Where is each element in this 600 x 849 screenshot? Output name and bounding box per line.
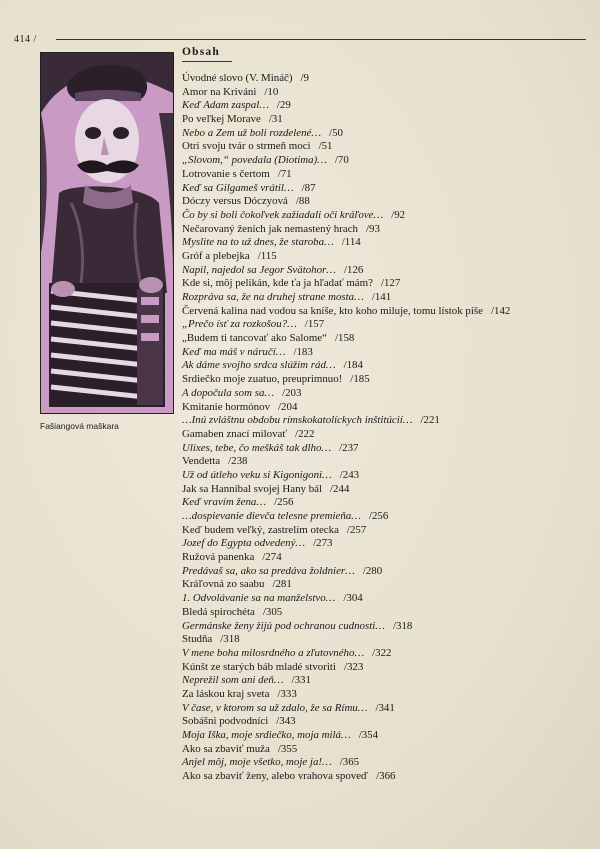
toc-entry-title: Červená kalina nad vodou sa kníše, kto koho miluje, tomu lístok píše — [182, 304, 483, 317]
toc-entry-page: /88 — [295, 195, 310, 208]
toc-entry-page: /318 — [392, 619, 413, 632]
section-title-underline — [182, 61, 232, 62]
toc-entry-page: /203 — [282, 386, 302, 399]
toc-entry-page: /142 — [490, 304, 511, 317]
toc-entry-page: /204 — [278, 400, 298, 413]
toc-entry-title: …dospievanie dievča telesne premieňa… — [182, 510, 361, 522]
toc-entry-page: /341 — [375, 701, 395, 714]
toc-entry-page: /366 — [376, 770, 396, 783]
toc-entry-title: „Budem ti tancovať ako Salome“ — [182, 332, 327, 345]
toc-entry-title: Lotrovanie s čertom — [182, 167, 270, 180]
toc-entry-page: /343 — [276, 715, 296, 728]
carnival-mask-photo — [40, 52, 174, 414]
toc-entry-page: /273 — [313, 537, 333, 550]
toc-entry-title: Čo by si boli čokoľvek zažiadali oči kráľove… — [182, 208, 384, 221]
toc-entry-title: 1. Odvolávanie sa na manželstvo… — [182, 592, 336, 605]
toc-entry-page: /185 — [350, 373, 370, 386]
toc-entry-title: …Inú zvláštnu obdobu rímskokatolíckych inštitúcií… — [182, 414, 413, 427]
toc-entry — [182, 565, 592, 579]
toc-entry — [182, 633, 592, 647]
toc-entry-page: /71 — [277, 167, 292, 180]
toc-entry-page: /256 — [368, 510, 389, 522]
toc-entry-title: Jozef do Egypta odvedený… — [182, 537, 306, 550]
toc-entry-page: /127 — [380, 277, 401, 290]
toc-entry — [182, 373, 592, 387]
toc-entry-page: /9 — [300, 72, 309, 84]
toc-entry-title: Ak dáme svojho srdca slúžim rád… — [182, 359, 336, 372]
toc-entry-page: /114 — [341, 236, 361, 249]
toc-entry-page: /355 — [277, 742, 298, 755]
toc-entry-title: Po veľkej Morave — [182, 113, 261, 126]
toc-entry-title: Otri svoju tvár o strmeň moci — [182, 140, 311, 153]
toc-entry-page: /243 — [339, 468, 360, 481]
toc-entry-title: Srdiečko moje zuatuo, preuprimnuo! — [182, 373, 343, 386]
toc-entry-page: /183 — [293, 345, 313, 358]
toc-entry — [182, 729, 592, 743]
toc-entry — [182, 168, 592, 182]
toc-entry-page: /305 — [262, 605, 283, 618]
toc-entry — [182, 455, 592, 469]
toc-entry-page: /184 — [343, 359, 363, 372]
toc-entry-page: /87 — [301, 181, 316, 194]
toc-entry-page: /93 — [365, 222, 380, 235]
toc-entry — [182, 250, 592, 264]
toc-entry-page: /92 — [391, 208, 406, 221]
toc-entry-title: Napil, najedol sa Jegor Svätohor… — [182, 263, 336, 276]
toc-entry — [182, 442, 592, 456]
toc-entry — [182, 291, 592, 305]
toc-entry — [182, 182, 592, 196]
mask-illustration — [41, 53, 173, 413]
toc-entry-title: Dóczy versus Dóczyová — [182, 195, 288, 208]
toc-entry — [182, 496, 592, 510]
toc-entry — [182, 86, 592, 100]
toc-entry-page: /322 — [372, 646, 392, 659]
toc-entry-title: Už od útleho veku si Kigonigoni… — [182, 468, 332, 481]
toc-entry — [182, 401, 592, 415]
toc-entry — [182, 99, 592, 113]
toc-entry — [182, 195, 592, 209]
toc-entry-title: Gróf a plebejka — [182, 249, 250, 262]
toc-entry-page: /141 — [371, 291, 392, 303]
toc-entry-title: Predávaš sa, ako sa predáva žoldnier… — [182, 564, 355, 577]
toc-entry-page: /318 — [220, 633, 240, 646]
toc-entry-title: Studňa — [182, 633, 213, 646]
toc-entry-title: Nebo a Zem už boli rozdelené… — [182, 126, 322, 139]
header-rule — [56, 39, 586, 40]
toc-entry — [182, 428, 592, 442]
toc-entry-page: /238 — [228, 455, 248, 468]
toc-entry-page: /280 — [362, 564, 383, 577]
section-title: Obsah — [182, 46, 220, 58]
toc-entry-title: Keď budem veľký, zastrelím otecka — [182, 523, 339, 536]
toc-entry-page: /237 — [339, 441, 359, 454]
toc-entry — [182, 756, 592, 770]
toc-entry-page: /323 — [343, 660, 364, 673]
toc-entry — [182, 223, 592, 237]
toc-entry-page: /158 — [334, 332, 355, 345]
toc-entry-page: /50 — [329, 126, 343, 139]
toc-entry-title: Za láskou kraj sveta — [182, 687, 270, 700]
toc-entry — [182, 264, 592, 278]
toc-entry-title: Ako sa zbaviť muža — [182, 742, 270, 755]
toc-entry-page: /281 — [272, 578, 292, 591]
toc-entry — [182, 387, 592, 401]
toc-entry-page: /221 — [420, 414, 440, 427]
toc-entry-title: Rozpráva sa, že na druhej strane mosta… — [182, 291, 364, 303]
toc-entry-title: Gamaben znací milovať — [182, 427, 288, 440]
toc-entry — [182, 647, 592, 661]
toc-entry — [182, 305, 592, 319]
toc-entry — [182, 606, 592, 620]
toc-entry — [182, 510, 592, 524]
toc-entry-page: /354 — [358, 729, 379, 741]
toc-entry-page: /257 — [346, 523, 367, 536]
toc-entry-title: Amor na Kriváni — [182, 85, 257, 98]
toc-entry-title: Anjel môj, moje všetko, moje ja!… — [182, 756, 332, 769]
toc-entry-title: „Prečo ísť za rozkošou?… — [182, 318, 297, 331]
toc-entry — [182, 715, 592, 729]
toc-entry-title: Myslite na to už dnes, že staroba… — [182, 236, 334, 249]
toc-entry — [182, 236, 592, 250]
toc-entry — [182, 674, 592, 688]
toc-entry-page: /304 — [343, 592, 363, 605]
toc-entry-page: /333 — [277, 687, 297, 700]
toc-entry — [182, 113, 592, 127]
table-of-contents — [182, 72, 592, 784]
toc-entry — [182, 770, 592, 784]
toc-entry — [182, 414, 592, 428]
toc-entry — [182, 537, 592, 551]
toc-entry-title: „Slovom,“ povedala (Diotima)… — [182, 154, 327, 167]
toc-entry-page: /115 — [257, 249, 277, 262]
toc-entry-title: Kráľovná zo saabu — [182, 578, 265, 591]
toc-entry-page: /10 — [264, 85, 279, 98]
toc-entry — [182, 154, 592, 168]
toc-entry-title: Ulixes, tebe, čo meškáš tak dlho… — [182, 441, 332, 454]
toc-entry-title: Kmitanie hormónov — [182, 400, 271, 413]
toc-entry-title: Keď Adam zaspal… — [182, 99, 269, 112]
toc-entry-title: Germánske ženy žijú pod ochranou cudnosti… — [182, 619, 385, 632]
toc-entry — [182, 469, 592, 483]
toc-entry — [182, 209, 592, 223]
toc-entry-page: /157 — [304, 318, 325, 331]
toc-entry-page: /222 — [295, 427, 315, 440]
toc-entry — [182, 346, 592, 360]
toc-entry — [182, 661, 592, 675]
toc-entry — [182, 688, 592, 702]
toc-entry-title: V čase, v ktorom sa už zdalo, že sa Rímu… — [182, 701, 368, 714]
toc-entry-page: /51 — [318, 140, 333, 153]
toc-entry — [182, 277, 592, 291]
toc-entry — [182, 127, 592, 141]
toc-entry — [182, 620, 592, 634]
toc-entry — [182, 551, 592, 565]
toc-entry-title: Keď ma máš v náručí… — [182, 345, 286, 358]
toc-entry-title: Ako sa zbaviť ženy, alebo vrahova spoveď — [182, 770, 369, 783]
toc-entry-page: /70 — [334, 154, 349, 167]
toc-entry — [182, 592, 592, 606]
toc-entry-page: /31 — [268, 113, 283, 126]
toc-entry-title: Kde si, môj pelikán, kde ťa ja hľadať mám? — [182, 277, 373, 290]
toc-entry-page: /331 — [291, 674, 311, 687]
toc-entry — [182, 359, 592, 373]
toc-entry — [182, 702, 592, 716]
toc-entry-page: /29 — [276, 99, 291, 112]
toc-entry-title: Sobášni podvodníci — [182, 715, 269, 728]
toc-entry-title: Jak sa Hannibal svojej Hany bál — [182, 482, 323, 495]
toc-entry-title: A dopočula som sa… — [182, 386, 275, 399]
toc-entry-page: /244 — [330, 482, 350, 495]
toc-entry-title: Keď sa Gilgameš vrátil… — [182, 181, 294, 194]
toc-entry-title: Keď vravím žena… — [182, 496, 267, 509]
toc-entry — [182, 140, 592, 154]
toc-entry-page: /274 — [262, 551, 282, 564]
toc-entry-title: V mene boha milosrdného a zľutovného… — [182, 646, 365, 659]
toc-entry-title: Úvodné slovo (V. Mináč) — [182, 72, 293, 84]
toc-entry-page: /365 — [339, 756, 360, 769]
toc-entry-page: /256 — [274, 496, 294, 509]
toc-entry — [182, 578, 592, 592]
toc-entry-title: Kúnšt ze starých báb mladé stvoriti — [182, 660, 336, 673]
toc-entry — [182, 524, 592, 538]
toc-entry-page: /126 — [343, 263, 364, 276]
toc-entry-title: Vendetta — [182, 455, 221, 468]
toc-entry — [182, 483, 592, 497]
toc-entry — [182, 332, 592, 346]
page-number: 414 / — [14, 34, 37, 45]
toc-entry-title: Bledá spirochéta — [182, 605, 255, 618]
toc-entry — [182, 318, 592, 332]
toc-entry — [182, 72, 592, 86]
toc-entry-title: Neprežil som ani deň… — [182, 674, 284, 687]
photo-caption: Fašiangová maškara — [40, 421, 119, 431]
toc-entry — [182, 743, 592, 757]
toc-entry-title: Moja Iška, moje srdiečko, moja milá… — [182, 729, 351, 741]
toc-entry-title: Ružová panenka — [182, 551, 255, 564]
toc-entry-title: Nečarovaný ženích jak nemastený hrach — [182, 222, 358, 235]
